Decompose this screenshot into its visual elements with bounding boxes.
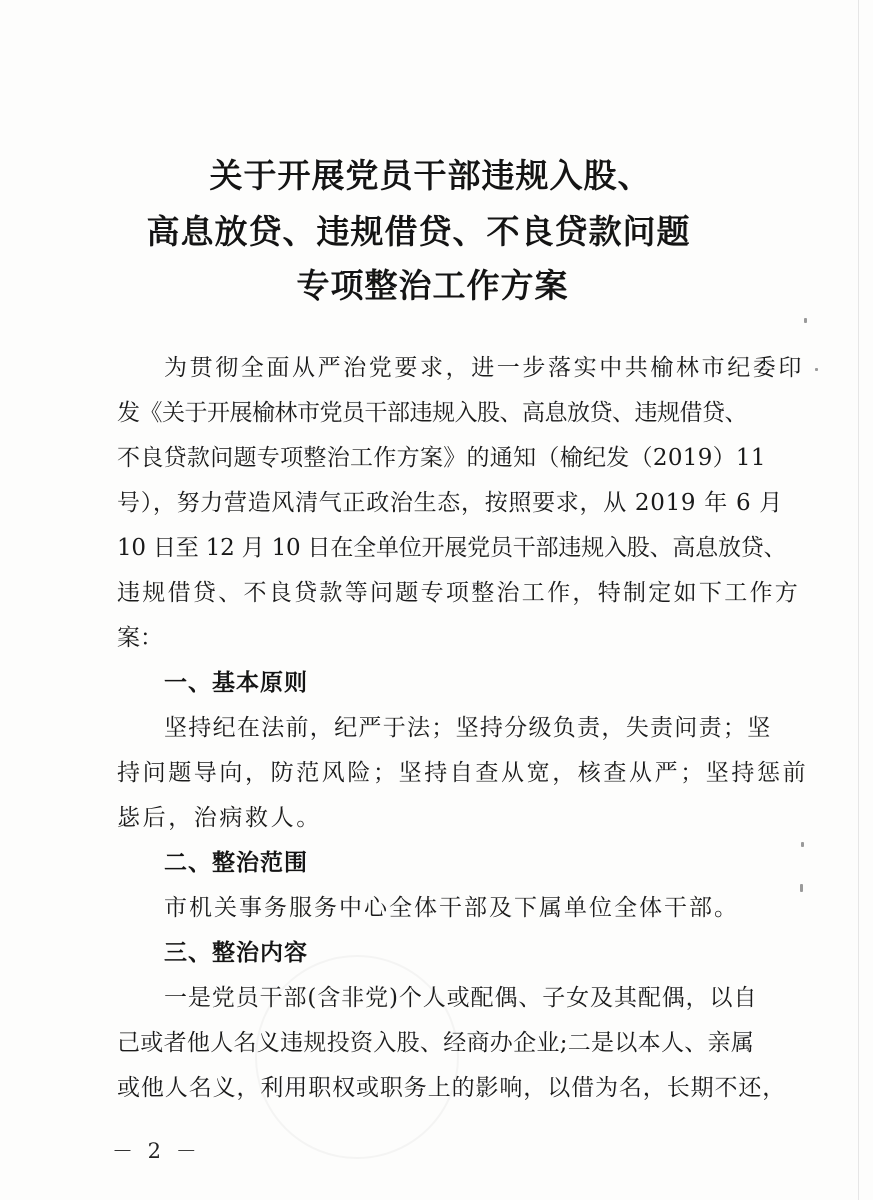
document-title-line-2: 高息放贷、违规借贷、不良贷款问题 (146, 212, 691, 251)
intro-line-2: 发《关于开展榆林市党员干部违规入股、高息放贷、违规借贷、 (117, 400, 747, 426)
section3-line-2: 己或者他人名义违规投资入股、经商办企业;二是以本人、亲属 (117, 1030, 755, 1056)
intro-line-3: 不良贷款问题专项整治工作方案》的通知（榆纪发（2019）11 (117, 445, 766, 471)
scan-speck (801, 842, 804, 847)
section2-line-1: 市机关事务服务中心全体干部及下属单位全体干部。 (164, 895, 739, 921)
section1-line-2: 持问题导向，防范风险；坚持自查从宽，核查从严；坚持惩前 (117, 760, 809, 786)
scan-speck (804, 318, 807, 323)
section-heading-scope: 二、整治范围 (164, 850, 308, 876)
section3-line-3: 或他人名义，利用职权或职务上的影响，以借为名，长期不还， (117, 1075, 787, 1101)
intro-line-6: 违规借贷、不良贷款等问题专项整治工作，特制定如下工作方 (117, 580, 801, 606)
intro-line-7: 案： (117, 625, 163, 651)
intro-line-5: 10 日至 12 月 10 日在全单位开展党员干部违规入股、高息放贷、 (117, 535, 787, 561)
page-number: － 2 － (112, 1139, 201, 1163)
section1-line-1: 坚持纪在法前，纪严于法；坚持分级负责，失责问责；坚 (164, 715, 772, 741)
scan-speck (800, 884, 803, 892)
section3-line-1: 一是党员干部(含非党)个人或配偶、子女及其配偶，以自 (164, 985, 758, 1011)
intro-line-1: 为贯彻全面从严治党要求，进一步落实中共榆林市纪委印 (164, 355, 804, 381)
document-title-line-1: 关于开展党员干部违规入股、 (209, 156, 652, 195)
document-title-line-3: 专项整治工作方案 (296, 266, 569, 305)
intro-line-4: 号），努力营造风清气正政治生态，按照要求，从 2019 年 6 月 (117, 490, 784, 516)
section-heading-basic-principles: 一、基本原则 (164, 670, 308, 696)
scan-speck (815, 368, 818, 371)
section1-line-3: 毖后，治病救人。 (117, 805, 322, 831)
section-heading-content: 三、整治内容 (164, 940, 308, 966)
